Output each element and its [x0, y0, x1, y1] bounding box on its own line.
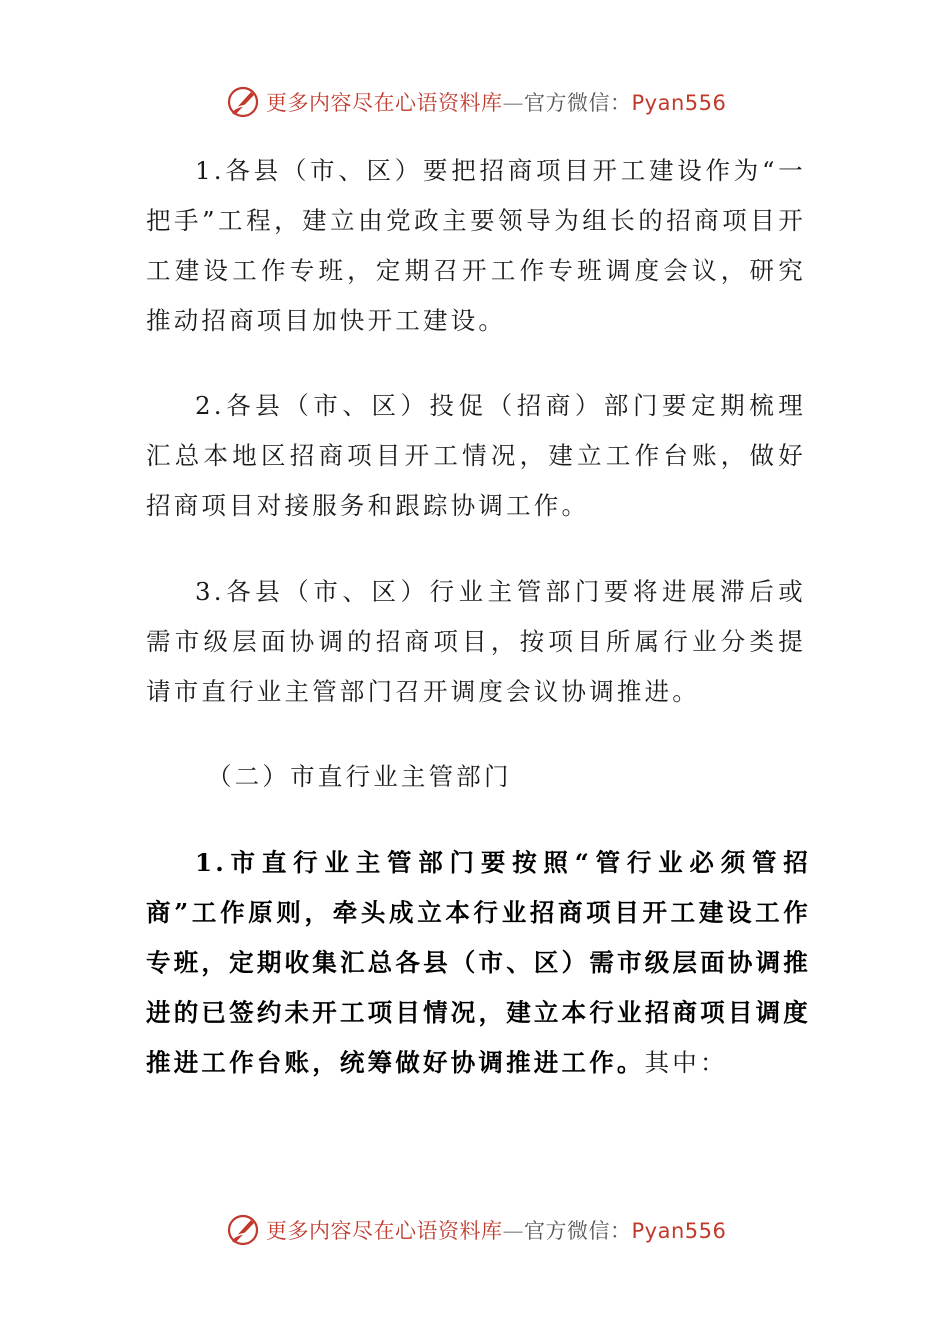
- watermark-text: [266, 87, 726, 117]
- paragraph-bold-text: 1.市直行业主管部门要按照“管行业必须管招商”工作原则，牵头成立本行业招商项目开工建设工作专班，定期收集汇总各县（市、区）需市级层面协调推进的已签约未开工项目情况，建立本行业招商项目调度推进工作台账，统筹做好协调推进工作。: [146, 848, 811, 1077]
- paragraph-tail-text: 其中：: [644, 1048, 728, 1077]
- paragraph-municipal-item-1: [146, 838, 811, 1088]
- quill-logo-icon: [226, 85, 260, 119]
- watermark-brand: 更多内容尽在心语资料库: [266, 91, 503, 115]
- watermark-brand: 更多内容尽在心语资料库: [266, 1219, 503, 1243]
- section-heading: （二）市直行业主管部门: [207, 762, 512, 791]
- watermark-wechat-id: Pyan556: [631, 91, 727, 115]
- watermark-header: [226, 82, 746, 122]
- watermark-label: 官方微信：: [524, 91, 632, 115]
- watermark-footer: [226, 1210, 746, 1250]
- quill-logo-icon: [226, 1213, 260, 1247]
- watermark-label: 官方微信：: [524, 1219, 632, 1243]
- watermark-separator: —: [502, 1219, 524, 1243]
- paragraph-item-2: 2.各县（市、区）投促（招商）部门要定期梳理汇总本地区招商项目开工情况，建立工作台账，做好招商项目对接服务和跟踪协调工作。: [146, 391, 806, 520]
- paragraph-item-1: 1.各县（市、区）要把招商项目开工建设作为“一把手”工程，建立由党政主要领导为组长的招商项目开工建设工作专班，定期召开工作专班调度会议，研究推动招商项目加快开工建设。: [146, 156, 806, 335]
- paragraph-item-3: 3.各县（市、区）行业主管部门要将进展滞后或需市级层面协调的招商项目，按项目所属行业分类提请市直行业主管部门召开调度会议协调推进。: [146, 577, 806, 706]
- watermark-separator: —: [502, 91, 524, 115]
- watermark-wechat-id: Pyan556: [631, 1219, 727, 1243]
- watermark-text: [266, 1215, 726, 1245]
